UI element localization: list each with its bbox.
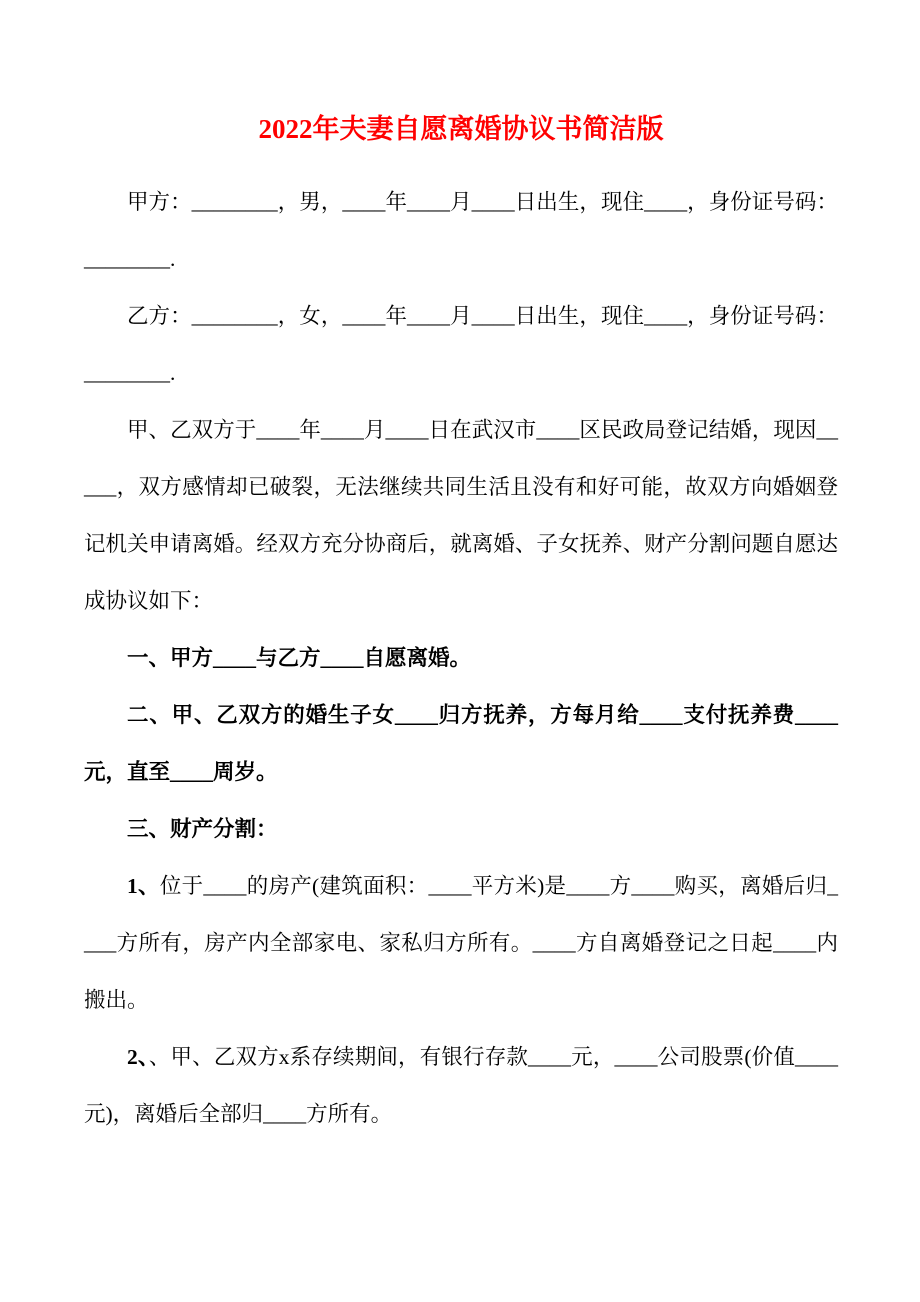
clause-1-divorce: 一、甲方____与乙方____自愿离婚。 xyxy=(127,646,472,670)
para-party-b: 乙方：________，女，____年____月____日出生，现住____，身份证号码：________. xyxy=(84,304,838,385)
clause-2-custody: 二、甲、乙双方的婚生子女____归方抚养，方每月给____支付抚养费____元，直至____周岁。 xyxy=(84,703,838,784)
item-2-number: 2、 xyxy=(127,1045,149,1069)
document-title: 2022年夫妻自愿离婚协议书简洁版 xyxy=(258,114,664,144)
item-1-number: 1、 xyxy=(127,874,160,898)
para-preamble: 甲、乙双方于____年____月____日在武汉市____区民政局登记结婚，现因_____，双方感情却已破裂，无法继续共同生活且没有和好可能，故双方向婚姻登记机关申请离婚。经双方充分协商后，就离婚、子女抚养、财产分割问题自愿达成协议如下： xyxy=(84,418,838,613)
item-2-deposits xyxy=(84,1029,838,1143)
item-1-house xyxy=(84,858,838,1029)
para-party-a: 甲方：________，男，____年____月____日出生，现住____，身份证号码：________. xyxy=(84,190,838,271)
item-1-text: 位于____的房产(建筑面积：____平方米)是____方____购买，离婚后归____方所有，房产内全部家电、家私归方所有。____方自离婚登记之日起____内搬出。 xyxy=(84,874,838,1012)
clause-3-property-heading: 三、财产分割： xyxy=(127,817,278,841)
item-2-text: 、甲、乙双方x系存续期间，有银行存款____元，____公司股票(价值____元)，离婚后全部归____方所有。 xyxy=(84,1045,838,1126)
